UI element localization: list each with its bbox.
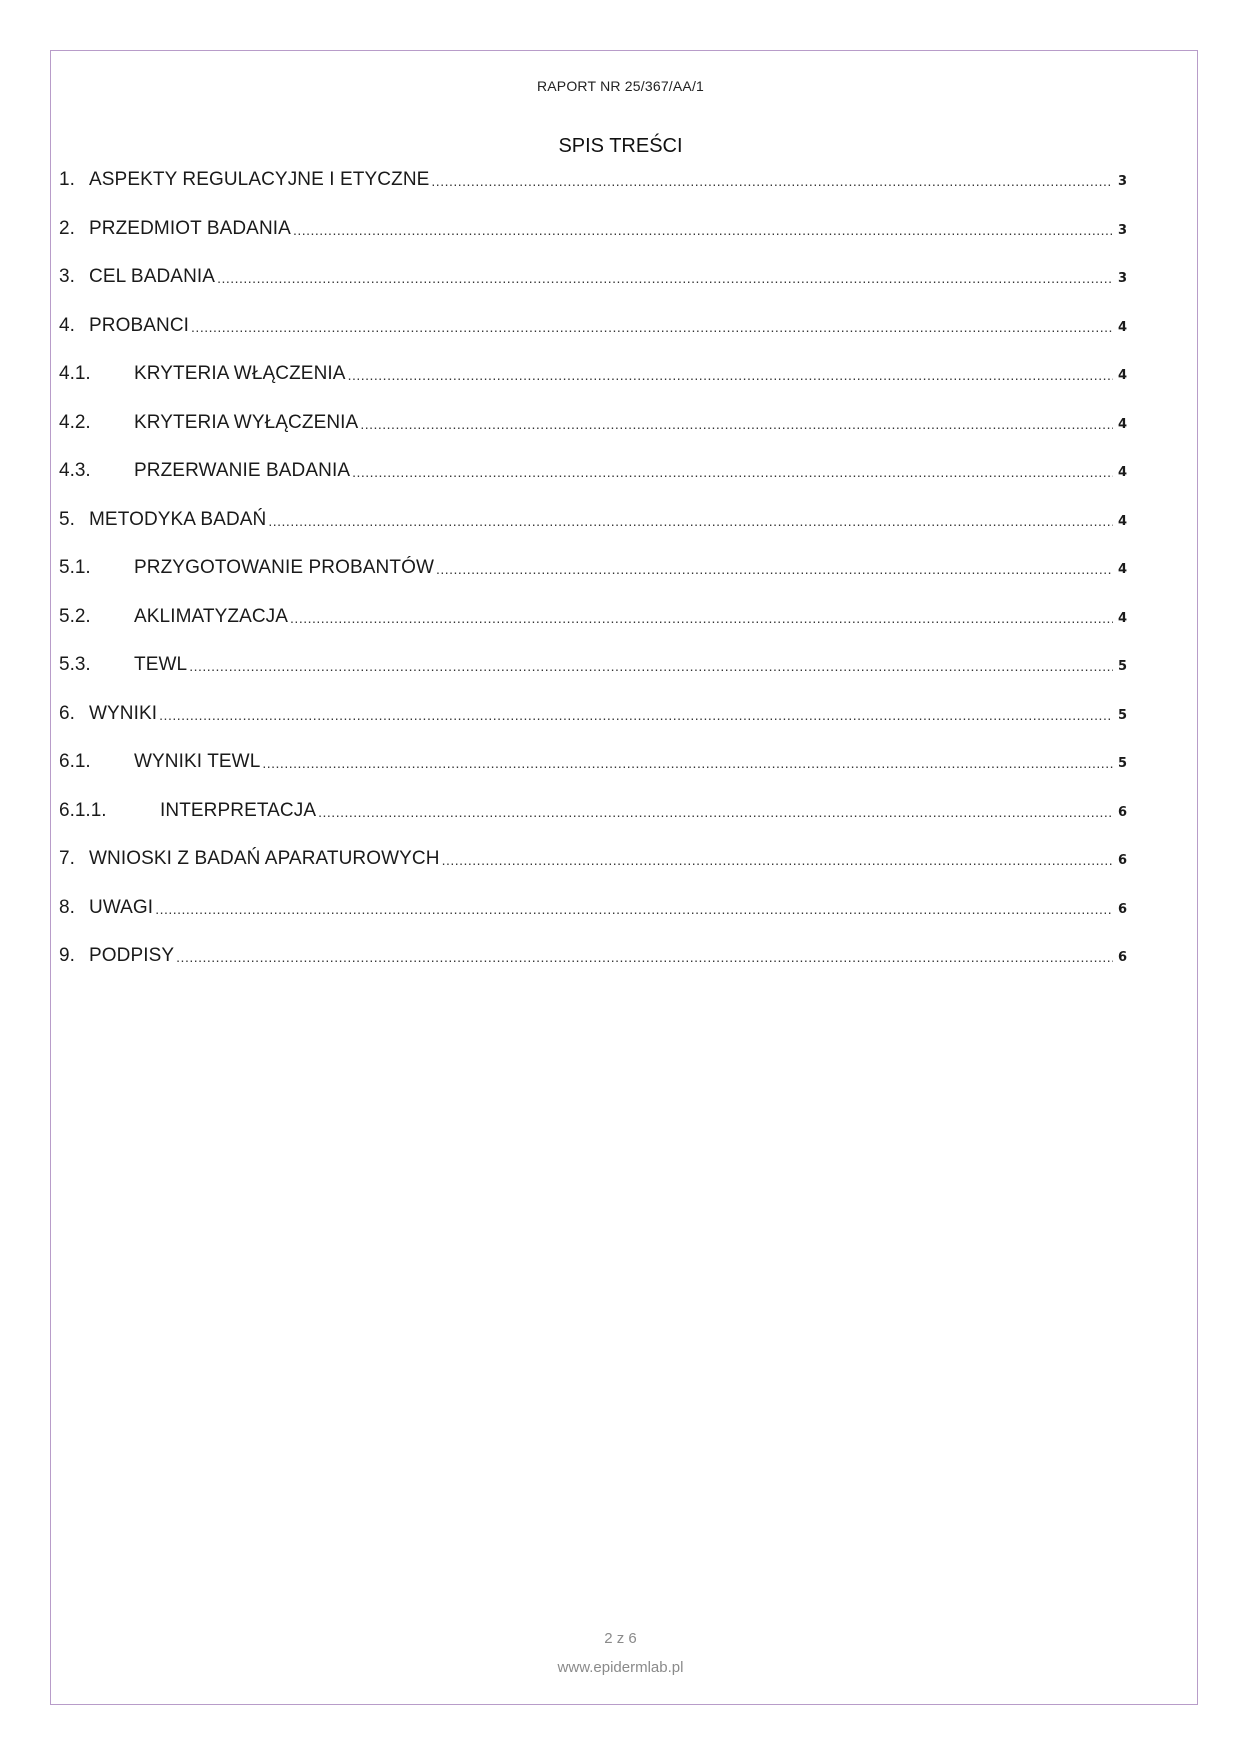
toc-entry-number: 6.1.1.: [59, 799, 107, 821]
footer-website-link[interactable]: www.epidermlab.pl: [557, 1659, 684, 1676]
toc-entry-page-number[interactable]: 6: [1117, 901, 1127, 917]
toc-entry[interactable]: [59, 459, 1127, 508]
toc-entry[interactable]: [59, 411, 1127, 460]
toc-entry-page-number[interactable]: 4: [1117, 465, 1127, 480]
toc-entry-label[interactable]: PROBANCI: [89, 314, 190, 336]
toc-entry-page-number[interactable]: 6: [1117, 804, 1127, 820]
toc-dot-leader: [268, 508, 1113, 534]
toc-entry-label[interactable]: AKLIMATYZACJA: [134, 605, 289, 627]
toc-entry[interactable]: [59, 362, 1127, 411]
toc-entry[interactable]: [59, 217, 1127, 266]
toc-entry[interactable]: [59, 944, 1127, 993]
toc-dot-leader: [442, 847, 1113, 873]
toc-entry-number: 1.: [59, 169, 75, 190]
table-of-contents: [59, 168, 1127, 993]
toc-entry[interactable]: [59, 168, 1127, 217]
toc-dot-leader: [352, 459, 1113, 485]
toc-entry-label[interactable]: KRYTERIA WŁĄCZENIA: [134, 363, 346, 384]
toc-entry-page-number[interactable]: 3: [1117, 174, 1127, 189]
toc-entry-page-number[interactable]: 4: [1117, 368, 1127, 383]
toc-entry-number: 2.: [59, 217, 75, 239]
toc-entry-page-number[interactable]: 4: [1117, 610, 1127, 626]
toc-entry-page-number[interactable]: 6: [1117, 853, 1127, 868]
toc-entry-page-number[interactable]: 4: [1117, 416, 1127, 432]
toc-entry-label[interactable]: UWAGI: [89, 896, 154, 918]
toc-entry[interactable]: [59, 314, 1127, 363]
toc-entry[interactable]: [59, 847, 1127, 896]
toc-entry[interactable]: [59, 896, 1127, 945]
toc-entry-label[interactable]: ASPEKTY REGULACYJNE I ETYCZNE: [89, 169, 430, 190]
toc-entry-page-number[interactable]: 5: [1117, 756, 1127, 771]
toc-entry-number: 6.1.: [59, 751, 91, 772]
toc-dot-leader: [348, 362, 1113, 388]
toc-entry-label[interactable]: PRZYGOTOWANIE PROBANTÓW: [134, 557, 434, 578]
toc-entry-page-number[interactable]: 6: [1117, 950, 1127, 965]
toc-entry-label[interactable]: KRYTERIA WYŁĄCZENIA: [134, 411, 359, 433]
toc-entry-label[interactable]: PRZEDMIOT BADANIA: [89, 217, 291, 239]
toc-dot-leader: [191, 314, 1113, 340]
toc-entry[interactable]: [59, 508, 1127, 557]
toc-dot-leader: [159, 702, 1113, 728]
toc-dot-leader: [189, 653, 1113, 679]
toc-entry-number: 5.1.: [59, 557, 91, 578]
toc-dot-leader: [262, 750, 1113, 776]
toc-entry[interactable]: [59, 653, 1127, 702]
toc-entry-page-number[interactable]: 5: [1117, 659, 1127, 674]
toc-entry-number: 4.: [59, 314, 75, 336]
toc-entry-number: 7.: [59, 848, 75, 869]
toc-dot-leader: [293, 217, 1113, 243]
toc-entry-label[interactable]: PODPISY: [89, 945, 175, 966]
toc-entry-label[interactable]: WYNIKI: [89, 702, 158, 724]
toc-entry[interactable]: [59, 750, 1127, 799]
toc-entry-label[interactable]: PRZERWANIE BADANIA: [134, 460, 351, 481]
toc-entry-label[interactable]: WYNIKI TEWL: [134, 751, 261, 772]
toc-entry-number: 5.2.: [59, 605, 91, 627]
toc-entry-number: 6.: [59, 702, 75, 724]
toc-entry[interactable]: [59, 799, 1127, 848]
page-indicator: 2 z 6: [604, 1630, 637, 1647]
toc-title: SPIS TREŚCI: [558, 135, 683, 157]
toc-entry[interactable]: [59, 605, 1127, 654]
toc-entry[interactable]: [59, 556, 1127, 605]
toc-dot-leader: [318, 799, 1113, 825]
toc-entry-page-number[interactable]: 5: [1117, 707, 1127, 723]
toc-dot-leader: [176, 944, 1113, 970]
toc-entry-label[interactable]: INTERPRETACJA: [160, 799, 317, 821]
toc-entry-label[interactable]: TEWL: [134, 654, 188, 675]
toc-entry-page-number[interactable]: 3: [1117, 271, 1127, 286]
toc-dot-leader: [217, 265, 1113, 291]
toc-dot-leader: [431, 168, 1113, 194]
toc-entry-label[interactable]: WNIOSKI Z BADAŃ APARATUROWYCH: [89, 848, 440, 869]
toc-dot-leader: [360, 411, 1113, 437]
toc-entry-number: 8.: [59, 896, 75, 918]
toc-entry-page-number[interactable]: 4: [1117, 562, 1127, 577]
toc-entry-number: 9.: [59, 945, 75, 966]
toc-dot-leader: [436, 556, 1113, 582]
toc-entry-number: 4.2.: [59, 411, 91, 433]
toc-entry-number: 4.3.: [59, 460, 91, 481]
toc-entry-page-number[interactable]: 4: [1117, 513, 1127, 529]
toc-dot-leader: [290, 605, 1113, 631]
toc-entry-label[interactable]: METODYKA BADAŃ: [89, 508, 267, 530]
toc-entry-number: 3.: [59, 266, 75, 287]
toc-entry-page-number[interactable]: 3: [1117, 222, 1127, 238]
toc-entry-number: 5.3.: [59, 654, 91, 675]
toc-entry[interactable]: [59, 265, 1127, 314]
toc-entry[interactable]: [59, 702, 1127, 751]
toc-entry-label[interactable]: CEL BADANIA: [89, 266, 216, 287]
report-number-header: RAPORT NR 25/367/AA/1: [536, 78, 705, 94]
toc-entry-page-number[interactable]: 4: [1117, 319, 1127, 335]
toc-dot-leader: [155, 896, 1113, 922]
toc-entry-number: 4.1.: [59, 363, 91, 384]
toc-entry-number: 5.: [59, 508, 75, 530]
